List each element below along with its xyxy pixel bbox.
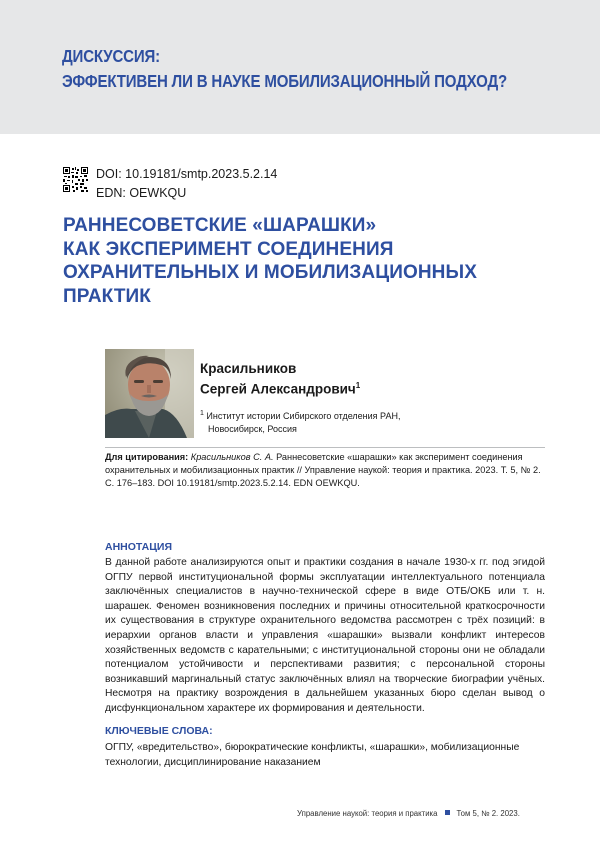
citation-label: Для цитирования:	[105, 452, 189, 462]
author-sup: 1	[355, 381, 361, 390]
square-bullet-icon	[445, 810, 450, 815]
edn: EDN: OEWKQU	[96, 186, 187, 200]
aff-sup: 1	[200, 410, 204, 417]
keywords-heading: КЛЮЧЕВЫЕ СЛОВА:	[105, 725, 213, 737]
qr-code-icon	[63, 167, 88, 192]
footer-issue: Том 5, № 2. 2023.	[456, 809, 520, 818]
citation-text: Раннесоветские «шарашки» как эксперимент соединения охранительных и мобилизационных практик // Управление наукой: теория и практика. 2023. Т. 5, № 2. С. 176–183. DOI 10.19181/smtp.2023.5.2.14. EDN OEWKQU.	[105, 452, 541, 488]
section-title-line1: ДИСКУССИЯ:	[62, 46, 160, 66]
aff-line1-text: Институт истории Сибирского отделения РАН,	[206, 411, 401, 421]
citation-author: Красильников С. А.	[190, 452, 274, 462]
doi[interactable]: DOI: 10.19181/smtp.2023.5.2.14	[96, 167, 278, 181]
article-title-line: РАННЕСОВЕТСКИЕ «ШАРАШКИ»	[63, 215, 377, 236]
abstract-text: В данной работе анализируются опыт и практики создания в начале 1930-х гг. под эгидой ОГПУ первой институциональной формы эксплуатации интеллектуального потенциала заключённых специалистов в научно-технической сфере в виде ОТБ/ОКБ или т. н. шарашек. Феномен возникновения последних и причины относительной краткосрочности их существования в структуре охранительного ведомства рассмотрен с трёх позиций: в иерархии органов власти и управления «шарашки» вызвали конфликт интересов хозяйственных ведомств с карательными; с институциональной стороны они не обладали потенциалом устойчивости и перспективами развития; с персональной стороны возникавший маргинальный статус заключённых влиял на творческие биографии учёных. Несмотря на практику возрождения в дальнейшем указанных бюро сделан вывод о дисфункциональном характере их формирования и деятельности.	[105, 557, 545, 714]
author-given-name	[200, 377, 360, 398]
footer-journal: Управление наукой: теория и практика	[297, 809, 438, 818]
section-title	[62, 44, 507, 94]
author-given-text: Сергей Александрович	[200, 381, 356, 397]
keywords-text: ОГПУ, «вредительство», бюрократические конфликты, «шарашки», мобилизационные технологии, дисциплинирование наказанием	[105, 742, 520, 768]
affiliation-line2: Новосибирск, Россия	[208, 423, 297, 434]
author-photo	[105, 349, 194, 438]
affiliation-line1	[200, 408, 400, 423]
section-title-line2: ЭФФЕКТИВЕН ЛИ В НАУКЕ МОБИЛИЗАЦИОННЫЙ ПОДХОД?	[62, 71, 508, 91]
article-title-line: КАК ЭКСПЕРИМЕНТ СОЕДИНЕНИЯ	[63, 238, 394, 260]
article-title	[63, 214, 477, 308]
article-title-line: ОХРАНИТЕЛЬНЫХ И МОБИЛИЗАЦИОННЫХ	[63, 262, 477, 283]
author-name	[200, 360, 360, 398]
citation	[105, 447, 545, 490]
abstract-heading: АННОТАЦИЯ	[105, 541, 173, 553]
affiliation	[200, 408, 400, 435]
article-title-line: ПРАКТИК	[63, 285, 152, 307]
author-surname: Красильников	[200, 361, 297, 376]
footer	[297, 809, 520, 818]
